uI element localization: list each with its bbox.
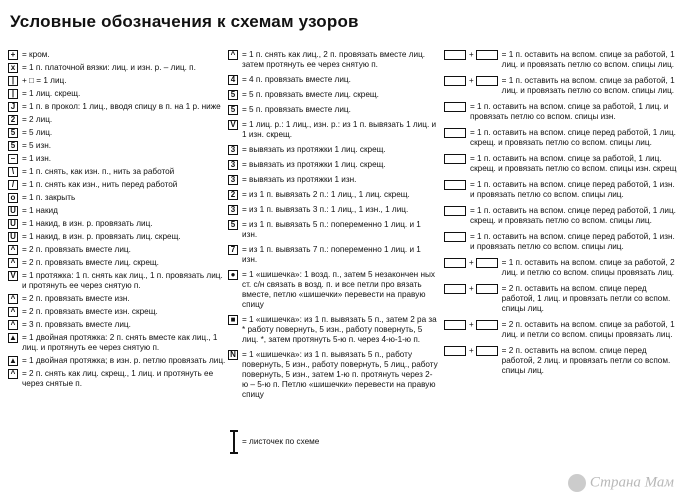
cable-legend-row	[444, 320, 678, 340]
cable-symbol-icon: +	[444, 346, 499, 356]
legend-text: = 2 лиц.	[22, 115, 53, 124]
cable-legend-row	[444, 102, 678, 122]
cable-symbol-icon	[444, 206, 467, 216]
legend-text: = 2 п. провязать вместе изн.	[22, 294, 130, 303]
legend-symbol-icon: ^	[8, 369, 19, 379]
watermark-text: Страна Мам	[589, 474, 674, 491]
legend-text: = кром.	[22, 50, 50, 59]
legend-text: = 1 накид, в изн. р. провязать лиц.	[22, 219, 153, 228]
legend-symbol-icon: |	[8, 89, 19, 99]
legend-row	[228, 90, 438, 100]
legend-row	[8, 63, 226, 73]
legend-row	[8, 167, 226, 177]
legend-symbol-icon: ^	[8, 294, 19, 304]
legend-symbol-icon: 3	[228, 160, 239, 170]
legend-row	[8, 245, 226, 255]
legend-row	[8, 102, 226, 112]
legend-symbol-icon: 5	[228, 105, 239, 115]
legend-row	[8, 180, 226, 190]
legend-symbol-icon: 4	[228, 75, 239, 85]
legend-symbol-icon: +	[8, 50, 19, 60]
legend-text: = 2 п. провязать вместе лиц. скрещ.	[22, 258, 159, 267]
cable-symbol-icon: +	[444, 320, 499, 330]
cable-legend-text: = 1 п. оставить на вспом. спице перед работой, 1 лиц. скрещ. и провязать петлю со вспом. спицы лиц.	[470, 128, 676, 147]
legend-row	[228, 205, 438, 215]
cable-legend-row	[444, 284, 678, 314]
legend-symbol-icon: 5	[8, 141, 19, 151]
cable-legend-row	[444, 232, 678, 252]
legend-symbol-icon: V	[228, 120, 239, 130]
legend-row	[228, 190, 438, 200]
legend-symbol-icon: U	[8, 219, 19, 229]
cable-symbol-icon	[444, 232, 467, 242]
cable-legend-text: = 1 п. оставить на вспом. спице перед работой, 1 изн. и провязать петлю со вспом. спицы лиц.	[470, 232, 675, 251]
cable-legend-row	[444, 206, 678, 226]
legend-column-2	[228, 50, 438, 405]
legend-row	[228, 220, 438, 240]
cable-symbol-icon: +	[444, 258, 499, 268]
cable-symbol-icon: +	[444, 76, 499, 86]
legend-row	[8, 128, 226, 138]
legend-text: = 2 п. провязать вместе лиц.	[22, 245, 131, 254]
legend-text: = 1 лиц. р.: 1 лиц., изн. р.: из 1 п. вывязать 1 лиц. и 1 изн. скрещ.	[242, 120, 437, 139]
legend-row	[228, 105, 438, 115]
legend-symbol-icon: ■	[228, 315, 239, 325]
legend-text: = 2 п. снять как лиц. скрещ., 1 лиц. и протянуть ее через снятые п.	[22, 369, 214, 388]
cable-legend-text: = 2 п. оставить на вспом. спице за работой, 1 лиц. и петли со вспом. спицы провязать лиц.	[501, 320, 675, 339]
cable-legend-row	[444, 154, 678, 174]
legend-text: = из 1 п. вывязать 3 п.: 1 лиц., 1 изн., 1 лиц.	[242, 205, 409, 214]
legend-row	[8, 320, 226, 330]
legend-symbol-icon: /	[8, 180, 19, 190]
legend-row	[8, 115, 226, 125]
legend-row	[8, 333, 226, 353]
legend-row	[8, 232, 226, 242]
legend-row	[228, 350, 438, 400]
legend-symbol-icon: ▲	[9, 356, 17, 365]
legend-row	[8, 258, 226, 268]
legend-symbol-icon: N	[228, 350, 239, 360]
legend-symbol-icon: 3	[228, 145, 239, 155]
legend-symbol-icon: ▲	[9, 333, 17, 342]
legend-row	[228, 145, 438, 155]
cable-legend-text: = 2 п. оставить на вспом. спице перед работой, 1 лиц. и провязать петли со вспом. спицы лиц.	[501, 284, 671, 313]
legend-text: + □ = 1 лиц.	[22, 76, 67, 85]
cable-symbol-icon	[444, 102, 467, 112]
legend-symbol-icon: 2	[228, 190, 239, 200]
legend-symbol-icon: –	[8, 154, 19, 164]
leaf-legend-text: = листочек по схеме	[242, 437, 320, 446]
legend-symbol-icon: o	[8, 193, 19, 203]
legend-row	[8, 193, 226, 203]
legend-text: = вывязать из протяжки 1 изн.	[242, 175, 357, 184]
legend-symbol-icon: 3	[228, 205, 239, 215]
legend-symbol-icon: ^	[8, 320, 19, 330]
cable-legend-text: = 1 п. оставить на вспом. спице за работой, 1 лиц. и провязать петлю со вспом. спицы лиц.	[501, 76, 675, 95]
legend-text: = из 1 п. вывязать 2 п.: 1 лиц., 1 лиц. скрещ.	[242, 190, 410, 199]
cable-legend-row	[444, 180, 678, 200]
legend-symbol-icon: 5	[228, 90, 239, 100]
legend-row	[8, 76, 226, 86]
cable-symbol-icon: +	[444, 284, 499, 294]
legend-column-1	[8, 50, 226, 392]
legend-symbol-icon: U	[8, 232, 19, 242]
legend-text: = 1 п. в прокол: 1 лиц., вводя спицу в п. на 1 р. ниже	[22, 102, 221, 111]
cable-legend-row	[444, 50, 678, 70]
legend-text: = 1 «шишечка»: из 1 п. вывязать 5 п., затем 2 ра за * работу повернуть, 5 изн., работу повернуть, 5 лиц. *, затем протянуть 5-ю п. через 4-ю-1-ю п.	[242, 315, 437, 344]
cable-symbol-icon	[444, 180, 467, 190]
cable-legend-text: = 2 п. оставить на вспом. спице перед работой, 2 лиц. и провязать петли со вспом. спицы лиц.	[501, 346, 671, 375]
legend-row	[8, 307, 226, 317]
legend-row	[228, 120, 438, 140]
legend-text: = 5 п. провязать вместе лиц. скрещ.	[242, 90, 379, 99]
legend-row	[228, 50, 438, 70]
legend-row	[228, 270, 438, 310]
legend-symbol-icon: U	[8, 206, 19, 216]
legend-row	[228, 315, 438, 345]
legend-symbol-icon: ^	[8, 258, 19, 268]
legend-text: = 1 п. снять как лиц., 2 п. провязать вместе лиц. затем протянуть ее через снятую п.	[242, 50, 426, 69]
legend-row	[8, 141, 226, 151]
legend-row	[8, 206, 226, 216]
legend-row	[8, 50, 226, 60]
legend-symbol-icon: 3	[228, 175, 239, 185]
cable-legend-text: = 1 п. оставить на вспом. спице за работой, 1 лиц. и провязать петлю со вспом. спицы лиц.	[501, 50, 675, 69]
legend-text: = 1 изн.	[22, 154, 52, 163]
legend-text: = из 1 п. вывязать 7 п.: попеременно 1 лиц. и 1 изн.	[242, 245, 421, 264]
legend-row	[8, 356, 226, 366]
legend-symbol-icon: \	[8, 167, 19, 177]
cable-legend-text: = 1 п. оставить на вспом. спице перед работой, 1 изн. и провязать петлю со вспом. спицы лиц.	[470, 180, 675, 199]
cable-legend-text: = 1 п. оставить на вспом. спице перед работой, 1 лиц. скрещ. и провязать петлю со вспом. спицы лиц.	[470, 206, 676, 225]
legend-row	[228, 245, 438, 265]
legend-row	[228, 160, 438, 170]
legend-text: = 1 протяжка: 1 п. снять как лиц., 1 п. провязать лиц. и протянуть ее через снятую п.	[22, 271, 223, 290]
legend-symbol-icon: ^	[228, 50, 239, 60]
legend-text: = вывязать из протяжки 1 лиц. скрещ.	[242, 145, 386, 154]
cable-symbol-icon	[444, 154, 467, 164]
legend-symbol-icon: 2	[8, 115, 19, 125]
legend-row	[8, 369, 226, 389]
legend-text: = 3 п. провязать вместе лиц.	[22, 320, 131, 329]
legend-text: = 5 изн.	[22, 141, 52, 150]
legend-text: = 1 «шишечка»: 1 возд. п., затем 5 незакончен ных ст. с/н связать в возд. п. и все петли про вязать вместе, петлю «шишечки» перевести на правую спицу	[242, 270, 435, 309]
legend-row	[8, 271, 226, 291]
legend-symbol-icon: 5	[8, 128, 19, 138]
legend-symbol-icon: 5	[228, 220, 239, 230]
watermark	[568, 474, 674, 492]
legend-text: = 2 п. провязать вместе изн. скрещ.	[22, 307, 158, 316]
legend-symbol-icon: ●	[228, 270, 239, 280]
cable-legend-row	[444, 346, 678, 376]
legend-text: = 4 п. провязать вместе лиц.	[242, 75, 351, 84]
cable-legend-text: = 1 п. оставить на вспом. спице за работой, 2 лиц. и петлю со вспом. спицы провязать лиц.	[501, 258, 675, 277]
cable-legend-row	[444, 258, 678, 278]
legend-text: = 5 п. провязать вместе лиц.	[242, 105, 351, 114]
cable-legend-text: = 1 п. оставить на вспом. спице за работой, 1 лиц. и провязать петлю со вспом. спицы изн.	[470, 102, 669, 121]
cable-legend-row	[444, 76, 678, 96]
leaf-symbol-icon	[230, 430, 238, 454]
legend-row	[8, 219, 226, 229]
legend-row	[228, 175, 438, 185]
legend-row	[8, 89, 226, 99]
page-title: Условные обозначения к схемам узоров	[10, 12, 359, 31]
cable-legend-row	[444, 128, 678, 148]
legend-symbol-icon: ^	[8, 307, 19, 317]
legend-column-3	[444, 50, 678, 382]
legend-text: = 1 «шишечка»: из 1 п. вывязать 5 п., работу повернуть, 5 изн., работу повернуть, 5 лиц., работу повернуть, 5 изн., затем 1-ю п. протянуть через 2-ю – 5-ю п. Петлю «шишечки» перевести на правую спицу	[242, 350, 438, 399]
cable-symbol-icon: +	[444, 50, 499, 60]
legend-symbol-icon: V	[8, 271, 19, 281]
cable-legend-text: = 1 п. оставить на вспом. спице за работой, 1 лиц. скрещ. и провязать петлю со вспом. спицы изн. скрещ	[470, 154, 677, 173]
legend-text: = из 1 п. вывязать 5 п.: попеременно 1 лиц. и 1 изн.	[242, 220, 421, 239]
cable-symbol-icon	[444, 128, 467, 138]
legend-text: = 5 лиц.	[22, 128, 53, 137]
legend-text: = 1 двойная протяжка; в изн. р. петлю провязать лиц.	[22, 356, 226, 365]
legend-symbol-icon: 7	[228, 245, 239, 255]
legend-text: = 1 п. снять как изн., нить перед работой	[22, 180, 178, 189]
legend-row	[8, 154, 226, 164]
legend-text: = 1 накид	[22, 206, 58, 215]
legend-symbol-icon: J	[8, 102, 19, 112]
legend-text: = 1 лиц. скрещ.	[22, 89, 81, 98]
legend-text: = 1 п. платочной вязки: лиц. и изн. р. – лиц. п.	[22, 63, 196, 72]
legend-symbol-icon: x	[8, 63, 19, 73]
legend-text: = 1 п. снять, как изн. п., нить за работой	[22, 167, 175, 176]
legend-row	[228, 75, 438, 85]
legend-symbol-icon: ^	[8, 245, 19, 255]
legend-symbol-icon: |	[8, 76, 19, 86]
legend-text: = 1 накид, в изн. р. провязать лиц. скрещ.	[22, 232, 181, 241]
legend-text: = 1 двойная протяжка: 2 п. снять вместе как лиц., 1 лиц. и протянуть ее через снятую п.	[22, 333, 218, 352]
legend-row	[8, 294, 226, 304]
legend-text: = 1 п. закрыть	[22, 193, 76, 202]
legend-text: = вывязать из протяжки 1 лиц. скрещ.	[242, 160, 386, 169]
watermark-logo-icon	[568, 474, 586, 492]
